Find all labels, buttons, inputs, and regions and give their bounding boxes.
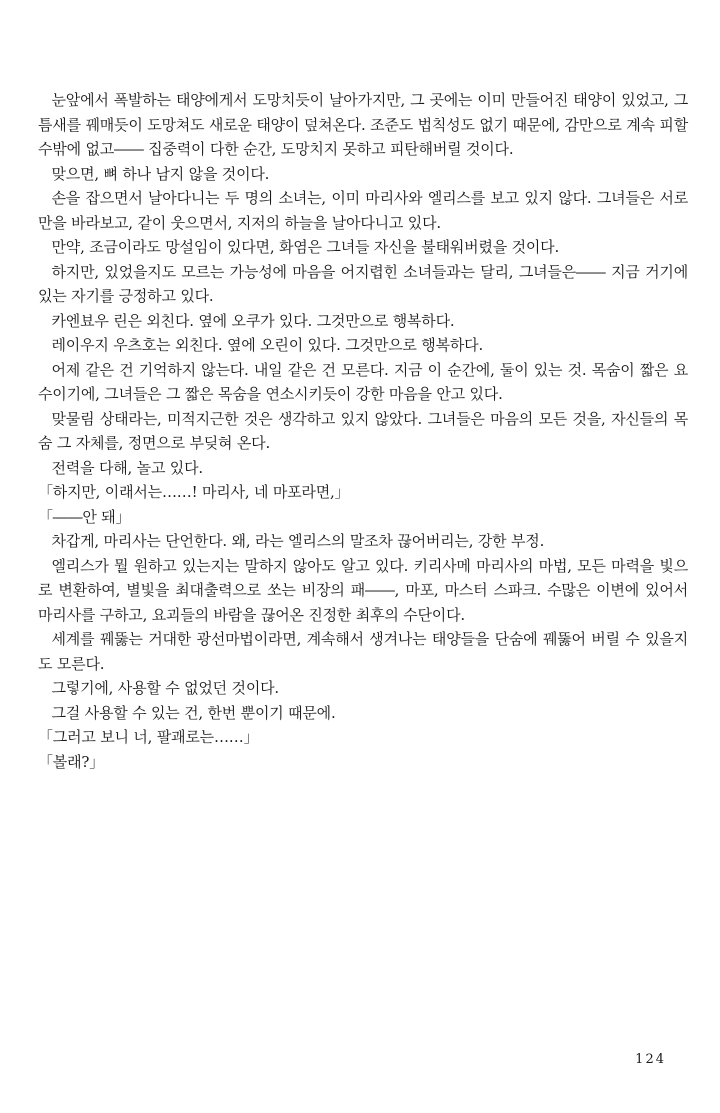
paragraph: 손을 잡으면서 날아다니는 두 명의 소녀는, 이미 마리사와 엘리스를 보고 있지 않다. 그녀들은 서로만을 바라보고, 같이 웃으면서, 지저의 하늘을 날아다니고 있다. <box>38 189 688 232</box>
page-number: 124 <box>635 1052 666 1067</box>
page-body <box>38 88 688 774</box>
paragraph: 눈앞에서 폭발하는 태양에게서 도망치듯이 날아가지만, 그 곳에는 이미 만들어진 태양이 있었고, 그 틈새를 꿰매듯이 도망쳐도 새로운 태양이 덮쳐온다. 조준도 법칙성도 없기 때문에, 감만으로 계속 피할 수밖에 없고―― 집중력이 다한 순간, 도망치지 못하고 피탄해버릴 것이다. <box>38 91 688 158</box>
dialog-line: 「그러고 보니 너, 팔괘로는……」 <box>38 728 259 746</box>
paragraph: 하지만, 있었을지도 모르는 가능성에 마음을 어지렵힌 소녀들과는 달리, 그녀들은―― 지금 거기에 있는 자기를 긍정하고 있다. <box>38 262 688 305</box>
dialog-line: 「볼래?」 <box>38 752 105 771</box>
dialog-line: 「하지만, 이래서는……! 마리사, 네 마포라면,」 <box>38 483 350 501</box>
paragraph: 전력을 다해, 놀고 있다. <box>51 458 203 477</box>
paragraph: 세계를 꿰뚫는 거대한 광선마법이라면, 계속해서 생겨나는 태양들을 단숨에 꿰뚫어 버릴 수 있을지도 모른다. <box>38 630 688 673</box>
paragraph: 카엔뵤우 린은 외친다. 옆에 오쿠가 있다. 그것만으로 행복하다. <box>51 311 455 330</box>
paragraph: 차갑게, 마리사는 단언한다. 왜, 라는 엘리스의 말조차 끊어버리는, 강한 부정. <box>51 532 545 550</box>
dialog-line: 「――안 돼」 <box>38 507 131 526</box>
paragraph: 맞물림 상태라는, 미적지근한 것은 생각하고 있지 않았다. 그녀들은 마음의 모든 것을, 자신들의 목숨 그 자체를, 정면으로 부딪혀 온다. <box>38 409 688 452</box>
paragraph: 그걸 사용할 수 있는 건, 한번 뿐이기 때문에. <box>51 703 336 722</box>
paragraph: 만약, 조금이라도 망설임이 있다면, 화염은 그녀들 자신을 불태워버렸을 것이다. <box>51 238 560 256</box>
paragraph: 맞으면, 뼈 하나 남지 않을 것이다. <box>51 164 270 183</box>
paragraph: 그렇기에, 사용할 수 없었던 것이다. <box>51 679 279 697</box>
paragraph: 엘리스가 뭘 원하고 있는지는 말하지 않아도 알고 있다. 키리사메 마리사의 마법, 모든 마력을 빛으로 변환하여, 별빛을 최대출력으로 쏘는 비장의 패――, 마포, 마스터 스파크. 수많은 이변에 있어서 마리사를 구하고, 요괴들의 바람을 끊어온 진정한 최후의 수단이다. <box>38 556 688 624</box>
paragraph: 어제 같은 건 기억하지 않는다. 내일 같은 건 모른다. 지금 이 순간에, 둘이 있는 것. 목숨이 짧은 요수이기에, 그녀들은 그 짧은 목숨을 연소시키듯이 강한 마음을 안고 있다. <box>38 360 688 403</box>
paragraph: 레이우지 우츠호는 외친다. 옆에 오린이 있다. 그것만으로 행복하다. <box>51 336 484 354</box>
